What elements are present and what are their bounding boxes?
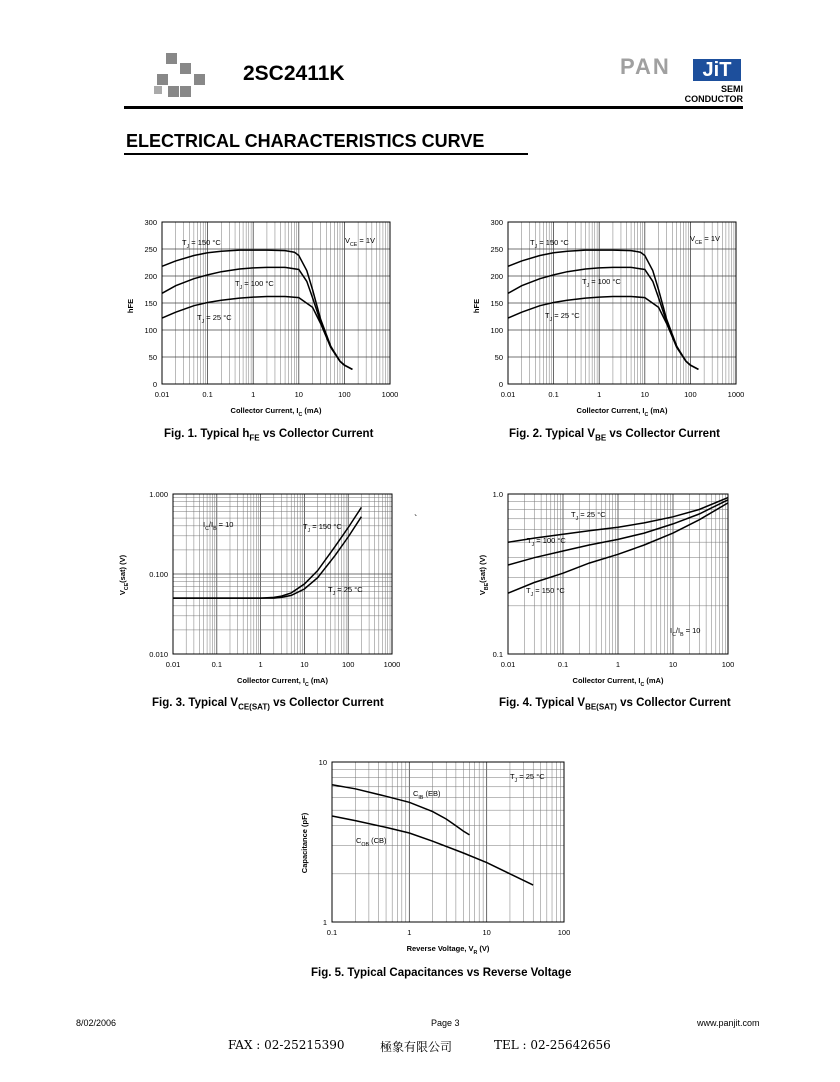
x-tick-label: 10 (668, 660, 678, 669)
footer-fax: FAX : 02-25215390 (228, 1038, 345, 1052)
y-tick-label: 50 (494, 353, 503, 362)
x-tick-label: 0.01 (154, 390, 170, 399)
y-tick-label: 300 (144, 218, 157, 227)
y-tick-label: 100 (144, 326, 157, 335)
y-tick-label: 150 (490, 299, 503, 308)
annotation-label: $I_C/I_B = 10$ (203, 520, 234, 532)
annotation-label: $T_J = 25$ °C (571, 510, 606, 522)
annotation-label: $V_{CE} = 1V$ (690, 234, 721, 246)
series-line-3 (162, 297, 352, 370)
part-number: 2SC2411K (243, 62, 345, 85)
x-tick-label: 0.1 (211, 660, 223, 669)
x-tick-label: 10 (300, 660, 309, 669)
annotation-label: $T_J = 25$ °C (197, 313, 232, 325)
x-tick-label: 100 (338, 390, 351, 399)
y-tick-label: 1.000 (149, 490, 168, 499)
x-tick-label: 0.01 (500, 660, 516, 669)
x-tick-label: 100 (684, 390, 697, 399)
footer-date: 8/02/2006 (76, 1018, 117, 1028)
x-tick-label: 0.01 (500, 390, 516, 399)
stray-mark: ` (414, 514, 418, 525)
series-group (508, 250, 698, 369)
x-tick-label: 1 (407, 928, 412, 937)
y-tick-label: 0.010 (149, 650, 168, 659)
section-title: ELECTRICAL CHARACTERISTICS CURVE (126, 131, 485, 151)
brand-pan: PAN (620, 54, 671, 79)
annotation-label: $T_J = 25$ °C (328, 585, 363, 597)
y-tick-label: 1 (322, 918, 327, 927)
x-tick-label: 10 (294, 390, 303, 399)
y-tick-label: 10 (318, 758, 327, 767)
y-axis-label: hFE (126, 298, 135, 314)
y-tick-label: 0 (152, 380, 157, 389)
x-tick-label: 0.1 (202, 390, 213, 399)
footer-company: 極象有限公司 (380, 1040, 453, 1054)
x-tick-label: 1 (615, 660, 621, 669)
x-tick-label: 1000 (381, 390, 399, 399)
y-axis-label: $V_{CE}(sat)$ (V) (118, 554, 130, 596)
x-tick-label: 0.1 (548, 390, 559, 399)
y-tick-label: 1.0 (492, 490, 503, 499)
x-axis-label: Collector Current, $I_C$ (mA) (572, 676, 664, 688)
fig4-caption: Fig. 4. Typical $V_{BE(SAT)}$ vs Collector Current (499, 697, 731, 712)
annotation-label: $T_J = 100$ °C (582, 277, 621, 289)
series-line-1 (173, 507, 361, 598)
annotation-label: $T_J = 150$ °C (303, 522, 342, 534)
x-tick-label: 1000 (383, 660, 401, 669)
y-tick-label: 50 (148, 353, 157, 362)
grid (173, 494, 392, 654)
x-axis-label: Collector Current, $I_C$ (mA) (230, 406, 322, 418)
brand-conductor: CONDUCTOR (684, 94, 743, 104)
y-axis-label: $V_{BE}(sat)$ (V) (478, 554, 490, 596)
brand-semi: SEMI (720, 84, 743, 94)
annotation-label: $C_{IB}$ (EB) (413, 789, 441, 801)
annotation-label: $C_{OB}$ (CB) (356, 836, 387, 848)
x-tick-label: 0.1 (557, 660, 569, 669)
series-group (162, 250, 352, 369)
y-tick-label: 100 (490, 326, 503, 335)
fig3-caption: Fig. 3. Typical $V_{CE(SAT)}$ vs Collector Current (152, 697, 384, 712)
x-tick-label: 1 (597, 390, 602, 399)
fig1-caption: Fig. 1. Typical $h_{FE}$ vs Collector Current (164, 428, 374, 443)
chart-vbesat-vs-ic (470, 484, 742, 694)
section-title-underline (124, 153, 528, 155)
annotation-label: $T_J = 100$ °C (527, 536, 566, 548)
x-axis-label: Collector Current, $I_C$ (mA) (237, 676, 328, 688)
x-tick-label: 100 (721, 660, 735, 669)
series-line-1 (332, 785, 470, 835)
x-axis-label: Reverse Voltage, $V_R$ (V) (406, 944, 490, 956)
annotation-label: $T_J = 150$ °C (182, 238, 221, 250)
x-tick-label: 10 (482, 928, 491, 937)
x-tick-label: 10 (640, 390, 649, 399)
annotation-label: $T_J = 150$ °C (530, 238, 569, 250)
x-tick-label: 1 (251, 390, 256, 399)
y-tick-label: 150 (144, 299, 157, 308)
chart-capacitance-vs-vr (296, 752, 584, 962)
x-tick-label: 1 (258, 660, 263, 669)
y-tick-label: 200 (144, 272, 157, 281)
annotation-label: $T_J = 25$ °C (545, 311, 580, 323)
x-axis-label: Collector Current, $I_C$ (mA) (576, 406, 668, 418)
footer-website[interactable]: www.panjit.com (697, 1018, 760, 1028)
x-tick-label: 100 (557, 928, 571, 937)
chart-hfe-vs-ic (126, 212, 406, 422)
x-tick-label: 1000 (727, 390, 745, 399)
y-axis-label: Capacitance (pF) (300, 812, 309, 874)
header-divider (124, 106, 743, 109)
y-tick-label: 250 (490, 245, 503, 254)
y-tick-label: 250 (144, 245, 157, 254)
y-tick-label: 0.1 (492, 650, 503, 659)
chart-vcesat-vs-ic (116, 484, 406, 694)
chart-vbe-vs-ic (472, 212, 752, 422)
brand-jit: JiT (693, 59, 741, 81)
annotation-label: $T_J = 150$ °C (526, 586, 565, 598)
annotation-label: $T_J = 25$ °C (510, 772, 545, 784)
footer-page: Page 3 (431, 1018, 460, 1028)
x-tick-label: 0.1 (326, 928, 338, 937)
y-tick-label: 0 (498, 380, 503, 389)
fig5-caption: Fig. 5. Typical Capacitances vs Reverse Voltage (311, 967, 572, 979)
annotation-label: $V_{CE} = 1V$ (345, 236, 376, 248)
x-tick-label: 100 (341, 660, 355, 669)
footer-tel: TEL : 02-25642656 (494, 1038, 611, 1052)
annotation-label: $I_C/I_B = 10$ (670, 626, 701, 638)
y-tick-label: 0.100 (149, 570, 168, 579)
series-line-3 (508, 297, 698, 370)
annotation-label: $T_J = 100$ °C (235, 279, 274, 291)
y-axis-label: hFE (472, 298, 481, 314)
series-group (173, 507, 361, 598)
fig2-caption: Fig. 2. Typical $V_{BE}$ vs Collector Current (509, 428, 720, 443)
y-tick-label: 200 (490, 272, 503, 281)
y-tick-label: 300 (490, 218, 503, 227)
x-tick-label: 0.01 (165, 660, 181, 669)
